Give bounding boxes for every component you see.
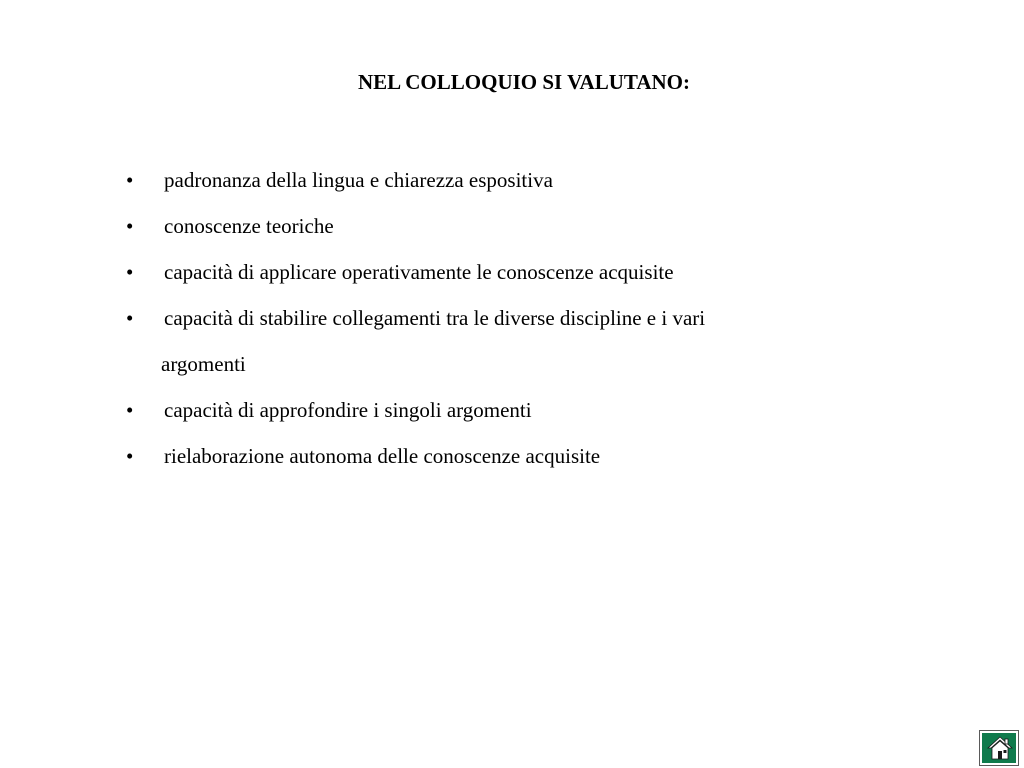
list-item bbox=[126, 387, 886, 433]
list-item-continuation: argomenti bbox=[161, 352, 246, 376]
home-icon bbox=[987, 736, 1013, 761]
bullet-icon: • bbox=[126, 444, 134, 468]
list-item-text: capacità di stabilire collegamenti tra le diverse discipline e i vari bbox=[164, 306, 706, 330]
home-button[interactable] bbox=[980, 731, 1018, 765]
list-item bbox=[126, 203, 886, 249]
list-item-text: capacità di applicare operativamente le conoscenze acquisite bbox=[164, 260, 674, 284]
bullet-icon: • bbox=[126, 398, 134, 422]
bullet-list bbox=[126, 157, 886, 479]
list-item bbox=[126, 433, 886, 479]
list-item-text: rielaborazione autonoma delle conoscenze acquisite bbox=[164, 444, 601, 468]
list-item bbox=[126, 157, 886, 203]
bullet-icon: • bbox=[126, 214, 134, 238]
slide-title: NEL COLLOQUIO SI VALUTANO: bbox=[357, 70, 690, 94]
list-item bbox=[126, 249, 886, 295]
bullet-icon: • bbox=[126, 260, 134, 284]
bullet-icon: • bbox=[126, 306, 134, 330]
list-item-text: padronanza della lingua e chiarezza espositiva bbox=[164, 168, 553, 192]
bullet-icon: • bbox=[126, 168, 134, 192]
list-item-text: conoscenze teoriche bbox=[164, 214, 334, 238]
list-item bbox=[126, 295, 886, 387]
list-item-text: capacità di approfondire i singoli argomenti bbox=[164, 398, 532, 422]
